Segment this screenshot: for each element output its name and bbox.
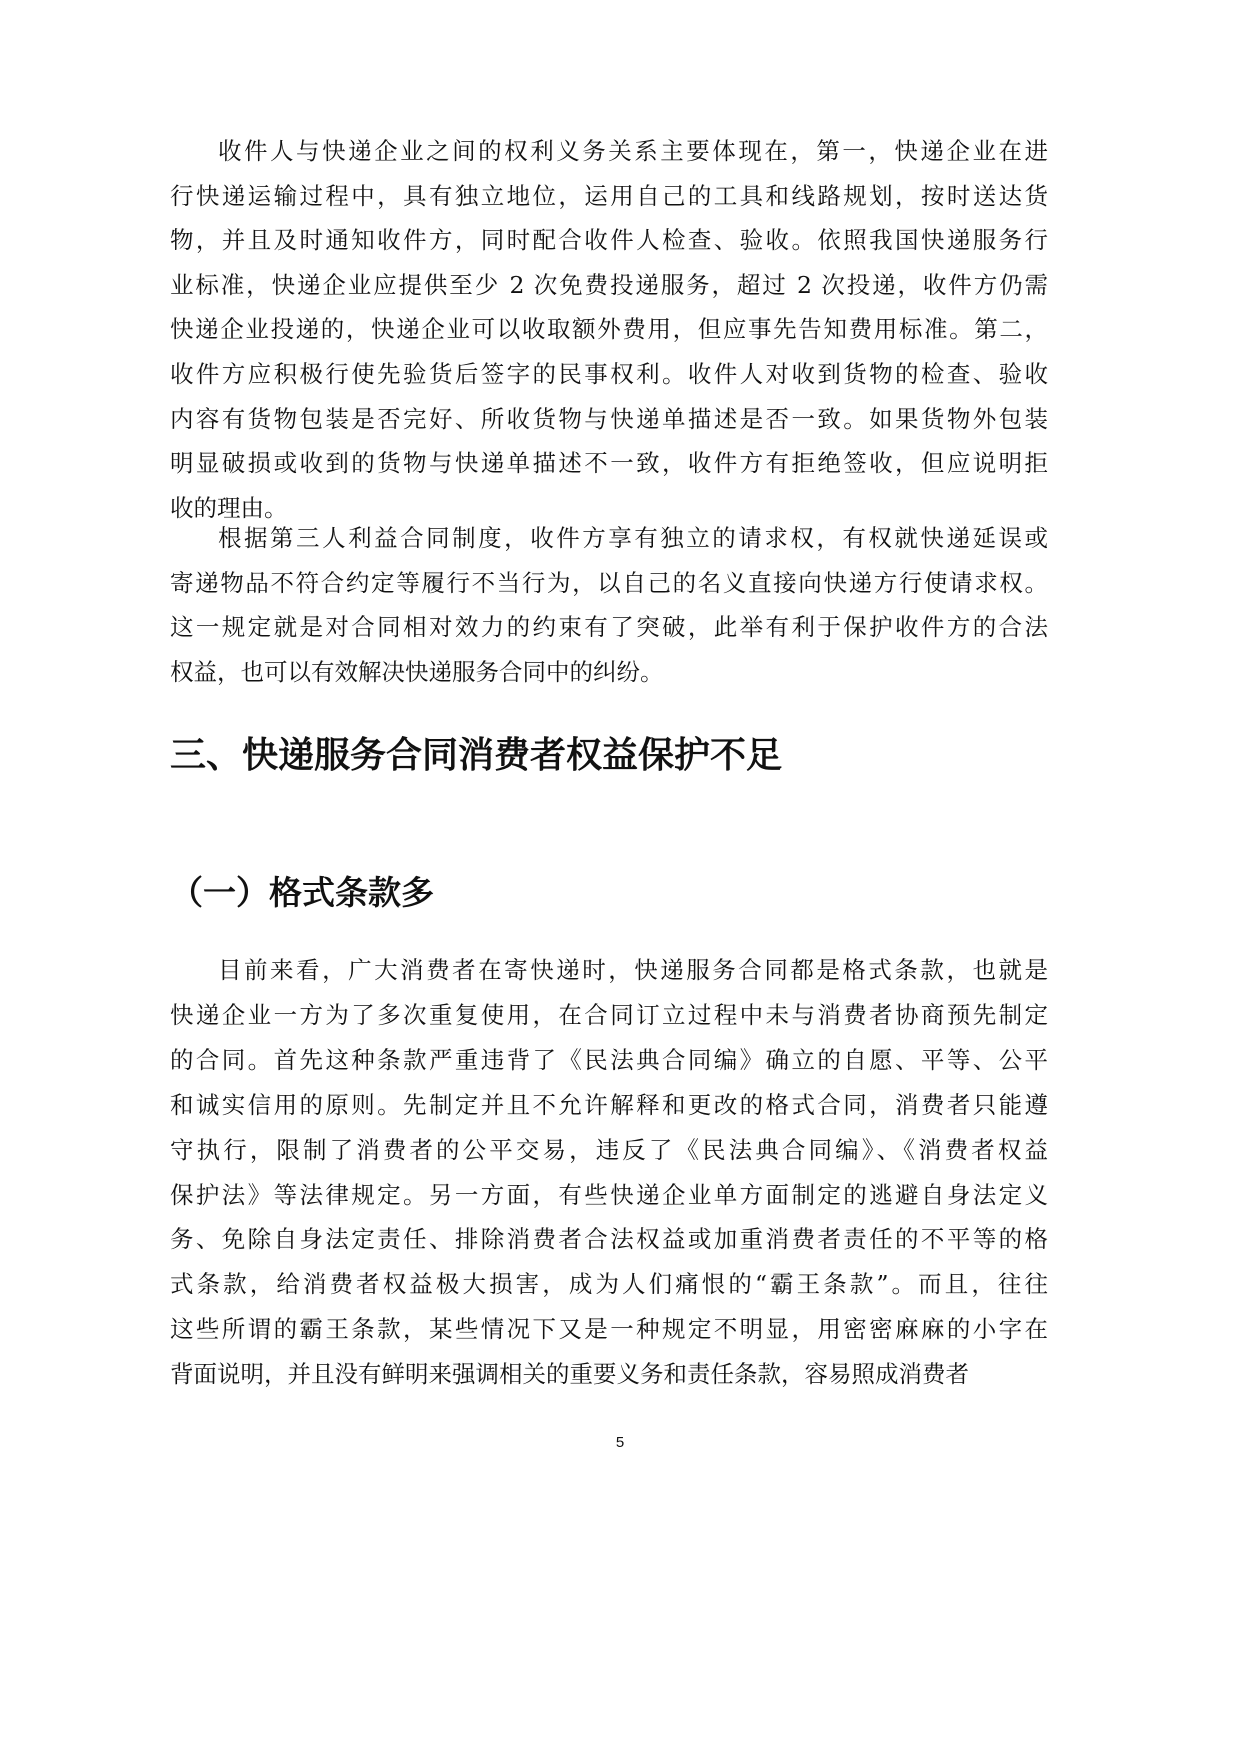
text-line: 守执行，限制了消费者的公平交易，违反了《民法典合同编》、《消费者权益 <box>170 1135 1048 1164</box>
text-line: 根据第三人利益合同制度，收件方享有独立的请求权，有权就快递延误或 <box>218 524 1048 552</box>
text-line: 内容有货物包装是否完好、所收货物与快递单描述是否一致。如果货物外包装 <box>170 404 1048 433</box>
text-line: 收的理由。 <box>170 493 288 522</box>
section-heading: 三、快递服务合同消费者权益保护不足 <box>170 735 783 776</box>
text-line: 收件方应积极行使先验货后签字的民事权利。收件人对收到货物的检查、验收 <box>170 360 1048 388</box>
text-line: 明显破损或收到的货物与快递单描述不一致，收件方有拒绝签收，但应说明拒 <box>170 449 1048 478</box>
text-line: 业标准，快递企业应提供至少 2 次免费投递服务，超过 2 次投递，收件方仍需 <box>170 270 1048 299</box>
text-line: 快递企业投递的，快递企业可以收取额外费用，但应事先告知费用标准。第二， <box>170 315 1048 344</box>
text-line: 快递企业一方为了多次重复使用，在合同订立过程中未与消费者协商预先制定 <box>170 1000 1048 1029</box>
text-line: 行快递运输过程中，具有独立地位，运用自己的工具和线路规划，按时送达货 <box>170 181 1048 210</box>
text-line: 物，并且及时通知收件方，同时配合收件人检查、验收。依照我国快递服务行 <box>170 226 1048 255</box>
text-line: 式条款，给消费者权益极大损害，成为人们痛恨的“霸王条款”。而且，往往 <box>170 1270 1048 1299</box>
text-line: 背面说明，并且没有鲜明来强调相关的重要义务和责任条款，容易照成消费者 <box>170 1360 969 1389</box>
text-line: 寄递物品不符合约定等履行不当行为，以自己的名义直接向快递方行使请求权。 <box>170 568 1048 597</box>
text-line: 这些所谓的霸王条款，某些情况下又是一种规定不明显，用密密麻麻的小字在 <box>170 1315 1048 1344</box>
page-number: 5 <box>615 1434 625 1451</box>
text-line: 和诚实信用的原则。先制定并且不允许解释和更改的格式合同，消费者只能遵 <box>170 1090 1048 1119</box>
text-line: 这一规定就是对合同相对效力的约束有了突破，此举有利于保护收件方的合法 <box>170 613 1048 642</box>
text-line: 的合同。首先这种条款严重违背了《民法典合同编》确立的自愿、平等、公平 <box>170 1045 1048 1074</box>
subsection-heading: （一）格式条款多 <box>170 873 434 912</box>
text-line: 保护法》等法律规定。另一方面，有些快递企业单方面制定的逃避自身法定义 <box>170 1180 1048 1209</box>
text-line: 收件人与快递企业之间的权利义务关系主要体现在，第一，快递企业在进 <box>218 137 1048 165</box>
text-line: 务、免除自身法定责任、排除消费者合法权益或加重消费者责任的不平等的格 <box>170 1225 1048 1254</box>
text-line: 目前来看，广大消费者在寄快递时，快递服务合同都是格式条款，也就是 <box>218 956 1048 984</box>
text-line: 权益，也可以有效解决快递服务合同中的纠纷。 <box>170 657 664 686</box>
